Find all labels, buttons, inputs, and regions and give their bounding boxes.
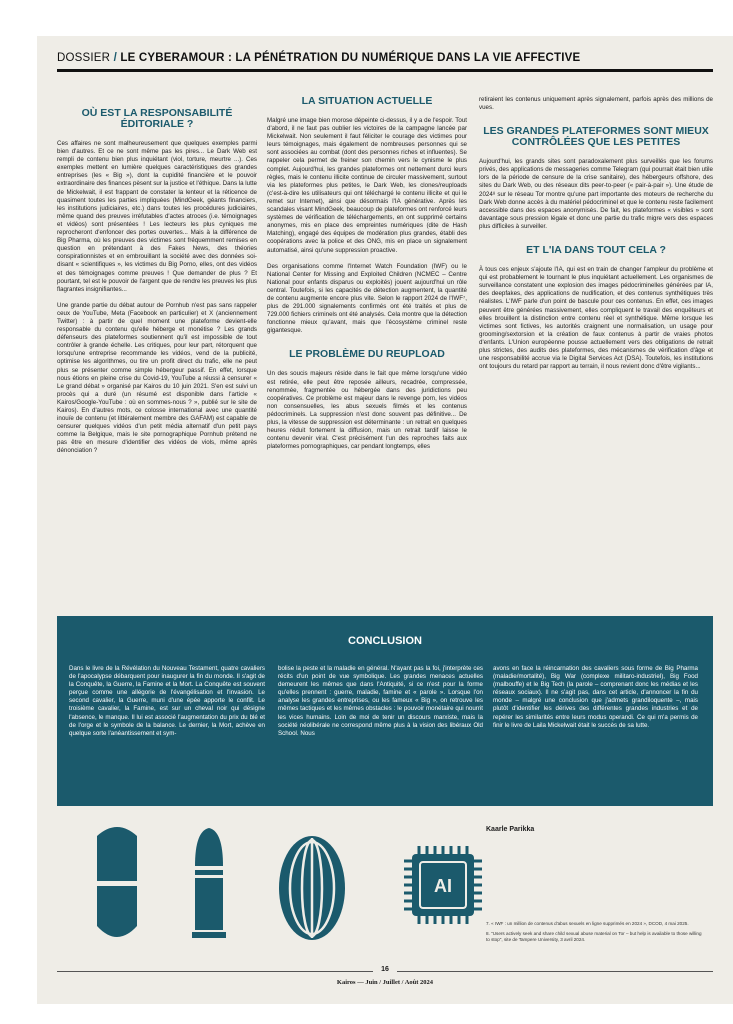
- header-separator: /: [113, 52, 117, 64]
- paragraph: Aujourd'hui, les grands sites sont paradoxalement plus surveillés que les forums privés, des applications de messageries comme Telegram (qui pourrait était bien utile lors de la période de censure de la crise sanitaire), des hébergeurs offshore, des sites du Dark Web, ou des réseaux dits peer-to-peer (« pair-à-pair »). Une étude de 2024⁸ sur le réseau Tor montre qu'une part importante des moteurs de recherche du Dark Web donne accès à du matériel pédocriminel et que le contenu reste facilement accessible dans des espaces anonymisés. De fait, les plateformes « visibles » sont davantage sous pression légale et donc une partie du trafic migre vers des espaces plus difficiles à surveiller.: [479, 158, 713, 230]
- conclusion-column-1: Dans le livre de la Révélation du Nouveau Testament, quatre cavaliers de l'apocalypse débarquent pour inaugurer la fin du monde. Il s'agit de la Conquête, la Guerre, la Famine et la Mort. La Conquête est souvent perçue comme une allégorie de l'évangélisation et l'invasion. Le second cavalier, la Guerre, muni d'une épée apporte le conflit. Le troisième cavalier, la Famine, est sur un cheval noir qui désigne l'absence, le manque. Il lui est associé l'augmentation du prix du blé et de l'orge et le symbole de la balance. Le dernier, la Mort, achève en quelque sorte l'anéantissement et sym-: [69, 665, 265, 737]
- bullet-icon: [192, 828, 226, 938]
- dossier-title: LE CYBERAMOUR : LA PÉNÉTRATION DU NUMÉRIQUE DANS LA VIE AFFECTIVE: [120, 52, 581, 64]
- dossier-header: [57, 52, 713, 64]
- paragraph: Ces affaires ne sont malheureusement que quelques exemples parmi bien d'autres. Et ce ne sont même pas les pires... Le Dark Web est rempli de contenu bien plus inquiétant (viol, torture, meurtre ...). Ces exemples mettent en lumière quelques caractéristiques des grandes entreprises (les « Big »), dont la cupidité financière et le pouvoir extraordinaire des finances pèsent sur la justice et l'éthique. Dans la lutte de Mickelwait, il est frappant de constater la lenteur et la réticence de quasiment toutes les parties impliquées (MindGeek, géants financiers, les institutions judiciaires, etc.) dans toutes les procédures judiciaires, même quand des preuves irréfutables d'actes atroces (i.e. témoignages et vidéos) sont présentées ! Les lecteurs les plus cyniques me reprocheront d'enfoncer des portes ouvertes... Mais à la différence de Big Pharma, où les preuves des victimes sont fréquemment remises en question en prétendant à des Fakes News, des théories conspirationnistes et en embrouillant la société avec des données soi-disant « scientifiques », les victimes du Big Porno, elles, ont des vidéos et des témoignages comme preuves ! Que demander de plus ? Et pourtant, tel est le pouvoir de l'argent que de rendre les preuves les plus flagrantes insignifiantes...: [57, 140, 257, 293]
- conclusion-column-3: avons en face la réincarnation des cavaliers sous forme de Big Pharma (maladie/mortalité), Big War (complexe militaro-industriel), Big Food (malbouffe) et le Big Tech (la parole – comprenant donc les médias et les réseaux sociaux). Il ne s'agit pas, dans cet article, d'annoncer la fin du monde – malgré une conclusion que j'admets grandiloquente –, mais plutôt d'identifier les dérives des différentes grandes industries et de repérer les similarités entre leurs modus operandi. Ce qui m'a permis de finir le livre de Laila Mickelwait était le succès de sa lutte.: [493, 665, 698, 729]
- heading-situation: LA SITUATION ACTUELLE: [301, 96, 433, 107]
- ai-chip-icon: [404, 846, 482, 924]
- column-2: [267, 96, 467, 651]
- heading-responsabilite: OÙ EST LA RESPONSABILITÉ ÉDITORIALE ?: [81, 107, 233, 130]
- page-number-wrap: [37, 966, 733, 973]
- heading-plateformes: LES GRANDES PLATEFORMES SONT MIEUX CONTRÔLÉES QUE LES PETITES: [483, 125, 709, 149]
- paragraph: À tous ces enjeux s'ajoute l'IA, qui est en train de changer l'ampleur du problème et qui est probablement le tournant le plus inquiétant actuellement. Les organismes de surveillance constatent une explosion des images pédocriminelles générées par IA, des deepfakes, des applications de nudification, et des contenus synthétiques très réalistes. L'IWF parle d'un point de bascule pour ces contenus. En effet, ces images peuvent être générées massivement, elles compliquent le travail des enquêteurs et elles brouillent la distinction entre contenu réel et synthétique. Même lorsque les victimes sont fictives, les autorités craignent une normalisation, un usage pour grooming/sextorsion et la création de faux contenus à partir de vraies photos d'enfants. L'Union européenne pousse actuellement vers des obligations de retrait plus strictes, des audits des plateformes, des mécanismes de vérification d'âge et une responsabilité accrue via le Digital Services Act (DSA). Toutefois, les institutions ont toujours du retard par rapport au terrain, il nous revient donc d'être vigilants...: [479, 266, 713, 371]
- heading-ia: ET L'IA DANS TOUT CELA ?: [526, 244, 666, 257]
- paragraph: Une grande partie du débat autour de Pornhub n'est pas sans rappeler ceux de YouTube, Meta (Facebook en particulier) et X (anciennement Twitter) : à partir de quel moment une plateforme devient-elle responsable du contenu qu'elle héberge et monétise ? Les grands défenseurs des plateformes soutiennent qu'il est impossible de tout contrôler à grande échelle. Les critiques, pour leur part, rétorquent que lorsqu'une entreprise recommande les vidéos, vend de la publicité, optimise les algorithmes, ou tire un profit direct du trafic, elle ne peut plus se présenter comme simple hébergeur passif. En effet, lorsque nous étions en pleine crise du Covid-19, YouTube a réussi à censurer « Le grand débat » organisé par Kairos du 10 juin 2021. S'en est suivi un procès qui a duré (un résumé est disponible dans l'article « Kairos/Google-YouTube : où en sommes-nous ? », publié sur le site de Kairos). En d'autres mots, ce colosse international avec une quantité inouïe de contenu (et littéralement membre des GAFAM) est capable de censurer quelques vidéos d'un petit média alternatif d'un petit pays comme la Belgique, mais le site pornographique Pornhub prétend ne pas être en mesure d'identifier des vidéos de viols, même après dénonciation ?: [57, 301, 257, 455]
- header-rule: [57, 69, 713, 72]
- dossier-label: DOSSIER: [57, 52, 111, 64]
- column-1: [57, 104, 257, 639]
- magazine-page: [37, 36, 733, 1004]
- page-number: 16: [373, 966, 397, 973]
- column-3: [479, 96, 713, 601]
- cocoa-pod-icon: [279, 836, 345, 940]
- conclusion-heading: CONCLUSION: [348, 635, 422, 647]
- paragraph: Malgré une image bien morose dépeinte ci-dessus, il y a de l'espoir. Tout d'abord, il ne faut pas oublier les victoires de la campagne lancée par Mickelwait. Non seulement il faut féliciter le courage des victimes pour leurs témoignages, mais également de nombreuses personnes qui se sont associées au combat (dont des personnes riches et influentes). Se rappeler cela permet de freiner son chemin vers le cynisme le plus complet. Aujourd'hui, les grandes plateformes ont nettement durci leurs règles, mais le contenu illicite continue de circuler massivement, surtout via les plateformes plus petites, le Dark Web, les clones/reuploads (c'est-à-dire les utilisateurs qui ont téléchargé le contenu illicite et qui le remet sur Internet), ainsi que désormais l'IA générative. Après les scandales visant MindGeek, beaucoup de plateformes ont renforcé leurs systèmes de vérification de téléchargements, en ont supprimé certains anonymes, mis en place des empreintes numériques (dite de Hash Matching), engagé des équipes de modération plus grandes, établi des coopérations avec la police et des ONG, mis en place un signalement automatisé, ainsi qu'une suppression proactive.: [267, 117, 467, 254]
- footnotes: [486, 921, 706, 947]
- conclusion-box: [57, 616, 713, 806]
- pill-icon: [97, 827, 137, 937]
- footnote: 7. « IWF : un million de contenus d'abus sexuels en ligne supprimés en 2024 », DCOD, 4 mai 2025.: [486, 921, 689, 926]
- footnote: 8. "Users actively seek and share child sexual abuse material on Tor – but help is available to those willing to stop", site de Tampere University, 3 avril 2024.: [486, 931, 702, 942]
- paragraph: Un des soucis majeurs réside dans le fait que même lorsqu'une vidéo est retirée, elle peut être reposée ailleurs, recadrée, compressée, renommée, fragmentée ou hébergée dans des juridictions peu coopératives. Ce problème est majeur dans le revenge porn, les vidéos non consensuelles, les abus sexuels filmés et les contenus pédocriminels. La suppression n'est donc souvent pas définitive... De plus, la vitesse de suppression est déterminante : un retrait en quelques heures réduit fortement la diffusion, mais un retrait tardif laisse le contenu devenir viral. C'est précisément l'un des reproches faits aux plateformes pornographiques, car pendant longtemps, elles: [267, 370, 467, 451]
- paragraph: retiraient les contenus uniquement après signalement, parfois après des millions de vues.: [479, 96, 713, 112]
- paragraph: Des organisations comme l'Internet Watch Foundation (IWF) ou le National Center for Missing and Exploited Children (NCMEC – Centre National pour enfants disparus ou exploités) jouent aujourd'hui un rôle central. Toutefois, si les capacités de détection augmentent, la quantité de contenu augmente encore plus vite. Selon le rapport 2024 de l'IWF⁷, plus de 291.000 signalements confirmés ont été traités et plus de 729.000 fichiers criminels ont été analysés. Cela montre que la détection fonctionne mieux qu'avant, mais que l'écosystème criminel reste gigantesque.: [267, 262, 467, 335]
- horsemen-icons: [77, 826, 497, 946]
- issue-footer: Kairos — Juin / Juillet / Août 2024: [336, 979, 434, 986]
- conclusion-column-2: bolise la peste et la maladie en général. N'ayant pas la foi, j'interprète ces récits d'un point de vue symbolique. Les grandes menaces actuelles demeurent les mêmes que dans l'Antiquité, si ce n'est pour la forme qu'elles prennent : guerre, maladie, famine et « parole ». Lorsque l'on analyse les grandes entreprises, ou les fameux « Big », on retrouve les mêmes tactiques et les mêmes obstacles : le pouvoir monétaire qui nourrit les vices humains. Loin de moi de tenir un discours marxiste, mais la société néolibérale ne correspond même plus à la vision des libéraux Old School. Nous: [278, 665, 483, 737]
- author-name: Kaarle Parikka: [486, 826, 535, 833]
- heading-reupload: LE PROBLÈME DU REUPLOAD: [289, 348, 445, 361]
- ai-chip-label: AI: [434, 876, 452, 896]
